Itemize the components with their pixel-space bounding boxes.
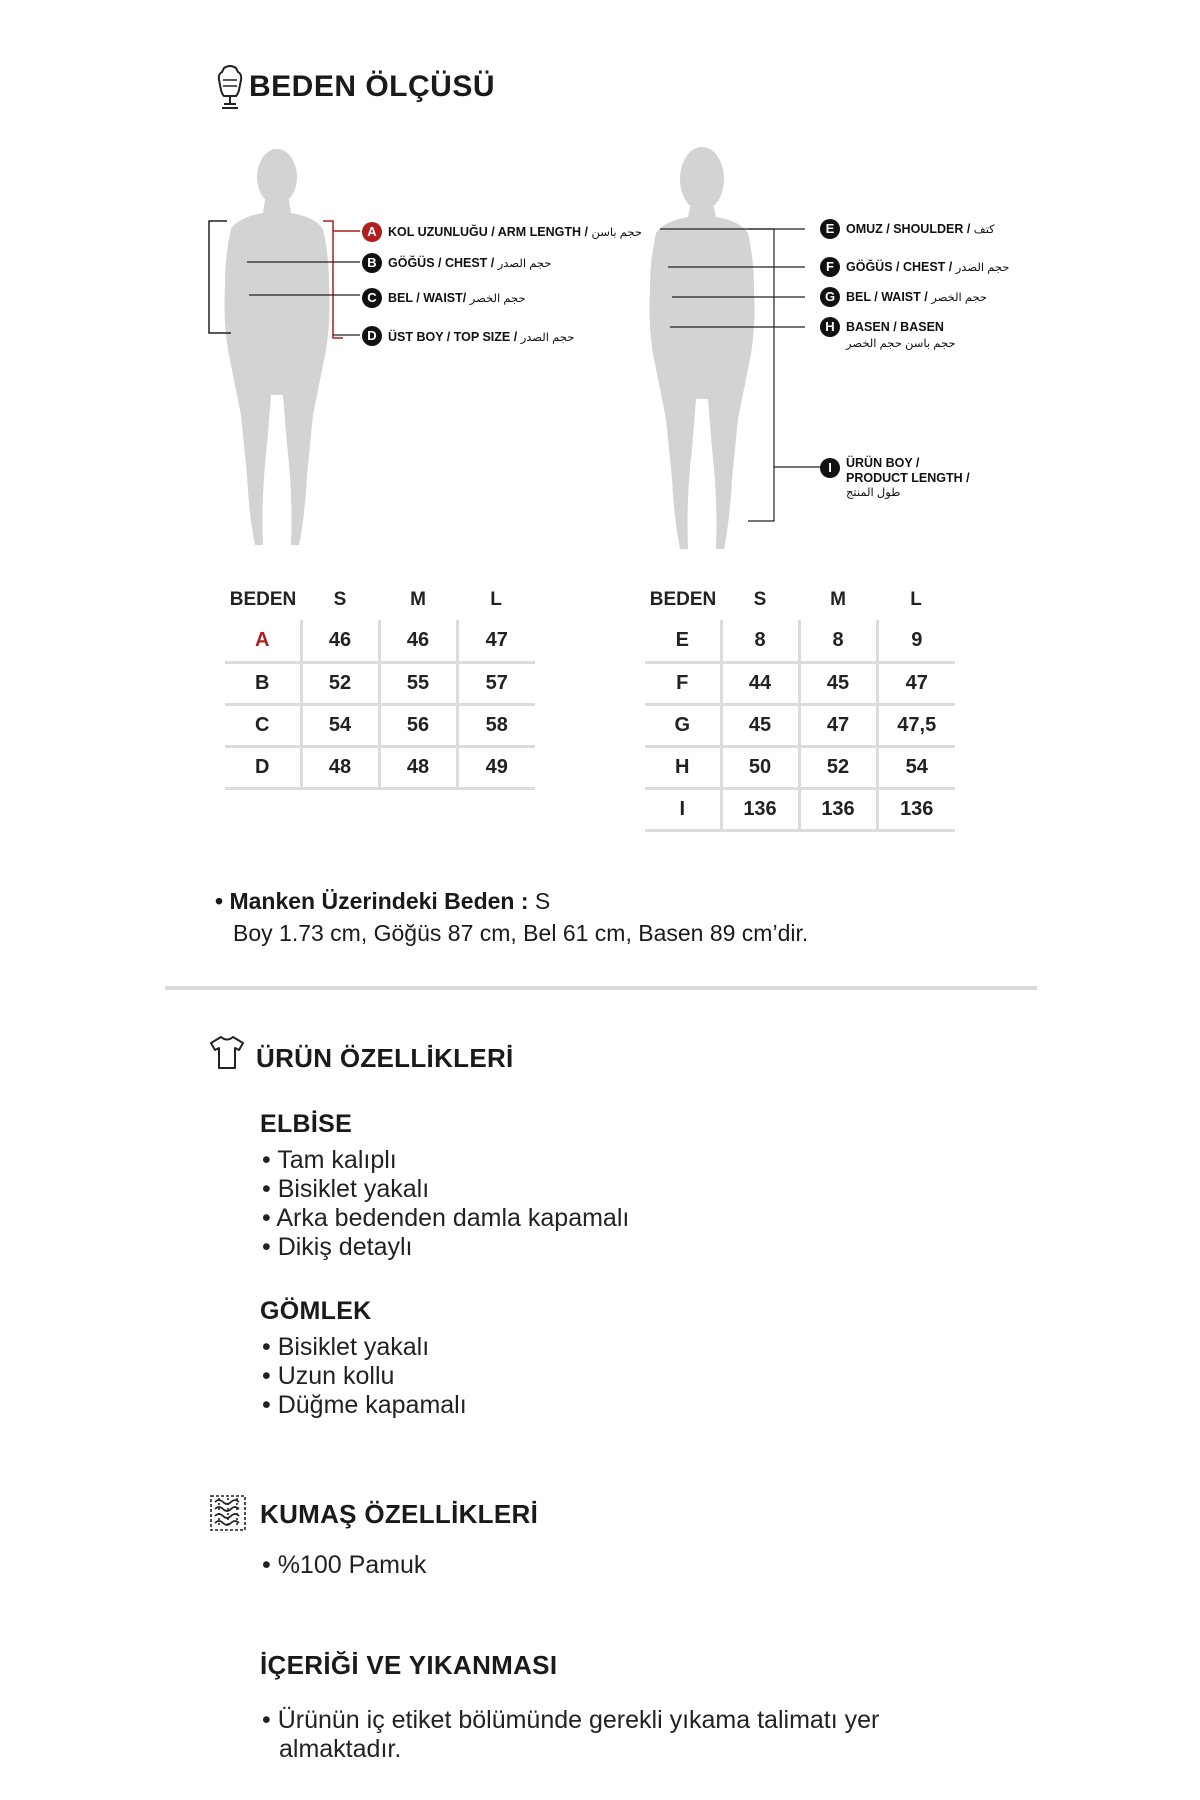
- table-cell: A: [225, 620, 301, 662]
- back-silhouette: [650, 147, 755, 549]
- label-chest: [388, 256, 551, 270]
- table-cell: 45: [799, 662, 877, 704]
- care-section-title: İÇERİĞİ VE YIKANMASI: [260, 1650, 558, 1680]
- label-arabic: حجم باسن: [591, 227, 642, 239]
- table-header-row: [225, 580, 535, 620]
- table-header-cell: BEDEN: [229, 589, 297, 610]
- table-cell: 47: [799, 704, 877, 746]
- table-header-cell: S: [333, 589, 347, 610]
- label-arm-length: [388, 225, 642, 239]
- model-label: Manken Üzerindeki Beden :: [229, 888, 529, 914]
- label-text: GÖĞÜS / CHEST /: [388, 256, 495, 270]
- fabric-list: [262, 1551, 426, 1580]
- table-cell: 44: [721, 662, 799, 704]
- table-row: [225, 620, 535, 662]
- label-arabic: حجم الخصر: [931, 292, 988, 304]
- table-cell: 46: [301, 620, 379, 662]
- table-cell: G: [645, 704, 721, 746]
- label-waist: [388, 291, 526, 305]
- table-cell: 57: [457, 662, 535, 704]
- table-cell: B: [225, 662, 301, 704]
- table-cell: E: [645, 620, 721, 662]
- mannequin-icon: [214, 64, 246, 112]
- model-info: [215, 885, 808, 949]
- list-item: • Bisiklet yakalı: [262, 1175, 430, 1203]
- list-item: • Tam kalıplı: [262, 1146, 397, 1174]
- list-item: • Bisiklet yakalı: [262, 1333, 430, 1361]
- label-arabic: كتف: [973, 224, 995, 236]
- table-cell: 49: [457, 746, 535, 788]
- table-cell: 45: [721, 704, 799, 746]
- label-text: ÜRÜN BOY /: [846, 456, 920, 470]
- table-header-cell: M: [830, 589, 846, 610]
- table-header-cell: M: [410, 589, 426, 610]
- table-cell: 52: [301, 662, 379, 704]
- label-text: BASEN / BASEN: [846, 320, 944, 334]
- label-text-2: PRODUCT LENGTH /: [846, 471, 970, 485]
- section-divider: [165, 986, 1037, 990]
- label-badge-i: I: [820, 458, 840, 478]
- size-table-back: [645, 580, 955, 832]
- table-cell: 136: [799, 788, 877, 830]
- label-text: BEL / WAIST /: [846, 290, 928, 304]
- table-header-cell: L: [910, 589, 922, 610]
- table-cell: D: [225, 746, 301, 788]
- label-hip: [846, 320, 956, 350]
- model-size: S: [534, 888, 551, 914]
- care-text: [262, 1706, 879, 1764]
- label-top-size: [388, 330, 574, 344]
- list-item: • Arka bedenden damla kapamalı: [262, 1204, 630, 1232]
- table-cell: 48: [379, 746, 457, 788]
- group-list-gomlek: [262, 1333, 467, 1420]
- model-size-line: [215, 885, 808, 917]
- table-row: [645, 704, 955, 746]
- label-text: OMUZ / SHOULDER /: [846, 222, 971, 236]
- table-cell: 55: [379, 662, 457, 704]
- table-cell: 56: [379, 704, 457, 746]
- table-row: [645, 788, 955, 830]
- table-row: [225, 662, 535, 704]
- label-text: BEL / WAIST/: [388, 291, 467, 305]
- table-cell: C: [225, 704, 301, 746]
- list-item-continuation: almaktadır.: [279, 1735, 402, 1763]
- table-cell: 47: [877, 662, 955, 704]
- table-row: [645, 620, 955, 662]
- label-arabic: حجم باسن حجم الخصر: [846, 338, 956, 350]
- table-header-cell: S: [753, 589, 767, 610]
- table-cell: 47,5: [877, 704, 955, 746]
- label-text: KOL UZUNLUĞU / ARM LENGTH /: [388, 225, 588, 239]
- group-title-gomlek: GÖMLEK: [260, 1297, 372, 1325]
- list-item: • Uzun kollu: [262, 1362, 395, 1390]
- fabric-section-title: KUMAŞ ÖZELLİKLERİ: [260, 1499, 539, 1529]
- label-back-chest: [846, 260, 1009, 274]
- table-row: [645, 662, 955, 704]
- table-row: [645, 746, 955, 788]
- label-arabic: طول المنتج: [846, 487, 901, 499]
- label-product-length: [846, 456, 970, 501]
- label-arabic: حجم الصدر: [520, 332, 575, 344]
- table-cell: 136: [721, 788, 799, 830]
- label-badge-b: B: [362, 253, 382, 273]
- table-header-cell: BEDEN: [649, 589, 717, 610]
- group-list-elbise: [262, 1146, 629, 1262]
- label-badge-d: D: [362, 326, 382, 346]
- table-row: [225, 704, 535, 746]
- table-cell: 48: [301, 746, 379, 788]
- fabric-icon: [209, 1494, 247, 1532]
- table-header-row: [645, 580, 955, 620]
- table-cell: I: [645, 788, 721, 830]
- table-cell: H: [645, 746, 721, 788]
- list-item: • %100 Pamuk: [262, 1551, 427, 1579]
- label-badge-f: F: [820, 257, 840, 277]
- size-table-front: [225, 580, 535, 790]
- table-header-cell: L: [490, 589, 502, 610]
- table-cell: 8: [799, 620, 877, 662]
- label-shoulder: [846, 222, 995, 236]
- label-badge-h: H: [820, 317, 840, 337]
- table-cell: 50: [721, 746, 799, 788]
- model-measurements: Boy 1.73 cm, Göğüs 87 cm, Bel 61 cm, Basen 89 cm’dir.: [233, 920, 809, 946]
- table-cell: 47: [457, 620, 535, 662]
- table-cell: 54: [877, 746, 955, 788]
- label-text: GÖĞÜS / CHEST /: [846, 260, 953, 274]
- table-cell: 9: [877, 620, 955, 662]
- label-text: ÜST BOY / TOP SIZE /: [388, 330, 518, 344]
- bullet: •: [215, 888, 224, 914]
- label-badge-c: C: [362, 288, 382, 308]
- front-silhouette: [225, 149, 330, 545]
- label-back-waist: [846, 290, 987, 304]
- table-cell: 46: [379, 620, 457, 662]
- table-cell: 52: [799, 746, 877, 788]
- list-item: • Ürünün iç etiket bölümünde gerekli yıkama talimatı yer: [262, 1706, 880, 1734]
- label-badge-g: G: [820, 287, 840, 307]
- back-figure-diagram: [630, 145, 830, 555]
- table-cell: 54: [301, 704, 379, 746]
- table-row: [225, 746, 535, 788]
- list-item: • Dikiş detaylı: [262, 1233, 413, 1261]
- label-arabic: حجم الصدر: [497, 258, 552, 270]
- table-cell: F: [645, 662, 721, 704]
- product-section-title: ÜRÜN ÖZELLİKLERİ: [256, 1043, 514, 1073]
- label-badge-e: E: [820, 219, 840, 239]
- label-badge-a: A: [362, 222, 382, 242]
- table-cell: 58: [457, 704, 535, 746]
- table-cell: 136: [877, 788, 955, 830]
- label-arabic: حجم الصدر: [955, 262, 1010, 274]
- list-item: • Düğme kapamalı: [262, 1391, 467, 1419]
- size-section-title: BEDEN ÖLÇÜSÜ: [249, 70, 496, 103]
- group-title-elbise: ELBİSE: [260, 1110, 353, 1138]
- table-cell: 8: [721, 620, 799, 662]
- tshirt-icon: [209, 1034, 245, 1070]
- front-figure-diagram: [195, 145, 675, 555]
- label-arabic: حجم الخصر: [469, 293, 526, 305]
